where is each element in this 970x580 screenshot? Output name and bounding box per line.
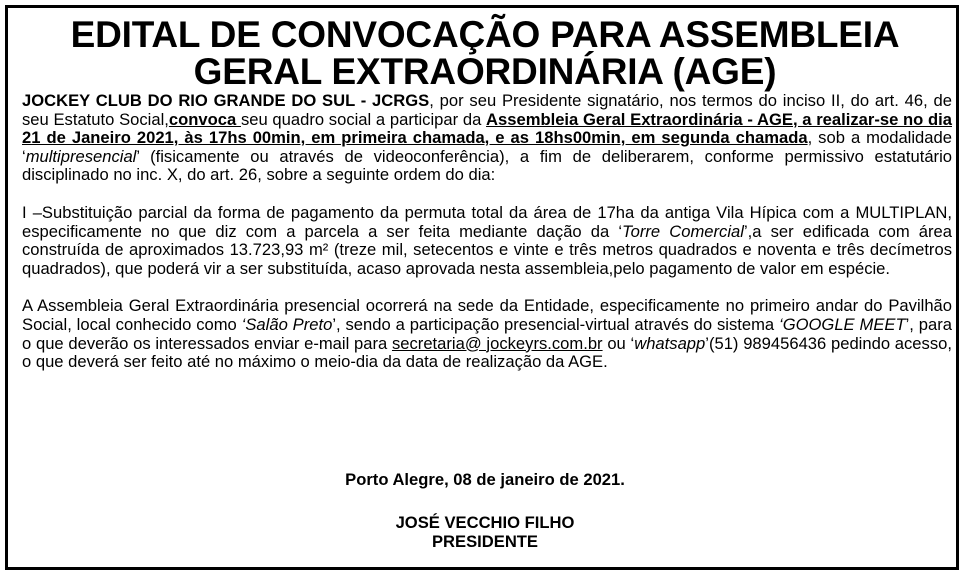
signer-name: JOSÉ VECCHIO FILHO (395, 513, 575, 532)
assembly-date: Assembleia Geral Extraordinária - AGE, a realizar-se no dia 21 de Janeiro 2021, às 17hs 00min, em primeira chamada, e as 18hs00min, em segunda chamada (22, 109, 953, 148)
tower-name: Torre Comercial (622, 221, 744, 241)
venue-name: ‘Salão Preto (241, 314, 333, 334)
signature-block (8, 513, 962, 551)
place-date: Porto Alegre, 08 de janeiro de 2021. (345, 470, 625, 489)
meeting-system: ‘GOOGLE MEET (779, 314, 906, 334)
title-line-1: EDITAL DE CONVOCAÇÃO PARA ASSEMBLEIA (70, 14, 900, 55)
agenda-item: I –Substituição parcial da forma de pagamento da permuta total da área de 17ha da antiga Vila Hípica com a MULTIPLAN, especificamente no que diz com a parcela a ser feita mediante dação da ‘Torre Comercial’,a ser edificada com área construída de aproximados 13.723,93 m² (treze mil, setecentos e vinte e três metros quadrados e noventa e três decímetros quadrados), que poderá vir a ser substituída, acaso aprovada nesta assembleia,pelo pagamento de valor em espécie. (22, 202, 952, 278)
club-name: JOCKEY CLUB DO RIO GRANDE DO SUL - JCRGS (22, 91, 430, 110)
convoca-word: convoca (168, 109, 241, 129)
signer-role: PRESIDENTE (431, 532, 539, 551)
convocation-paragraph: JOCKEY CLUB DO RIO GRANDE DO SUL - JCRGS, por seu Presidente signatário, nos termos do inciso II, do art. 46, de seu Estatuto Social,convoca seu quadro social a participar da Assembleia Geral Extraordinária - AGE, a realizar-se no dia 21 de Janeiro 2021, às 17hs 00min, em primeira chamada, e as 18hs00min, em segunda chamada, sob a modalidade ‘multipresencial’ (fisicamente ou através de videoconferência), a fim de deliberarem, conforme permissivo estatutário disciplinado no inc. X, do art. 26, sobre a seguinte ordem do dia: (22, 91, 953, 185)
venue-paragraph: A Assembleia Geral Extraordinária presencial ocorrerá na sede da Entidade, especificamente no primeiro andar do Pavilhão Social, local conhecido como ‘Salão Preto’, sendo a participação presencial-virtual através do sistema ‘GOOGLE MEET’, para o que deverão os interessados enviar e-mail para secretaria@ jockeyrs.com.br ou ‘whatsapp’(51) 989456436 pedindo acesso, o que deverá ser feito até no máximo o meio-dia da data de realização da AGE. (22, 296, 952, 372)
email-link[interactable]: secretaria@ jockeyrs.com.br (391, 333, 603, 353)
notice-body (22, 92, 952, 372)
title-line-2: GERAL EXTRAORDINÁRIA (AGE) (193, 51, 777, 92)
notice-title (8, 16, 962, 90)
whatsapp-label: whatsapp (634, 333, 706, 353)
modality: multipresencial (25, 146, 137, 166)
